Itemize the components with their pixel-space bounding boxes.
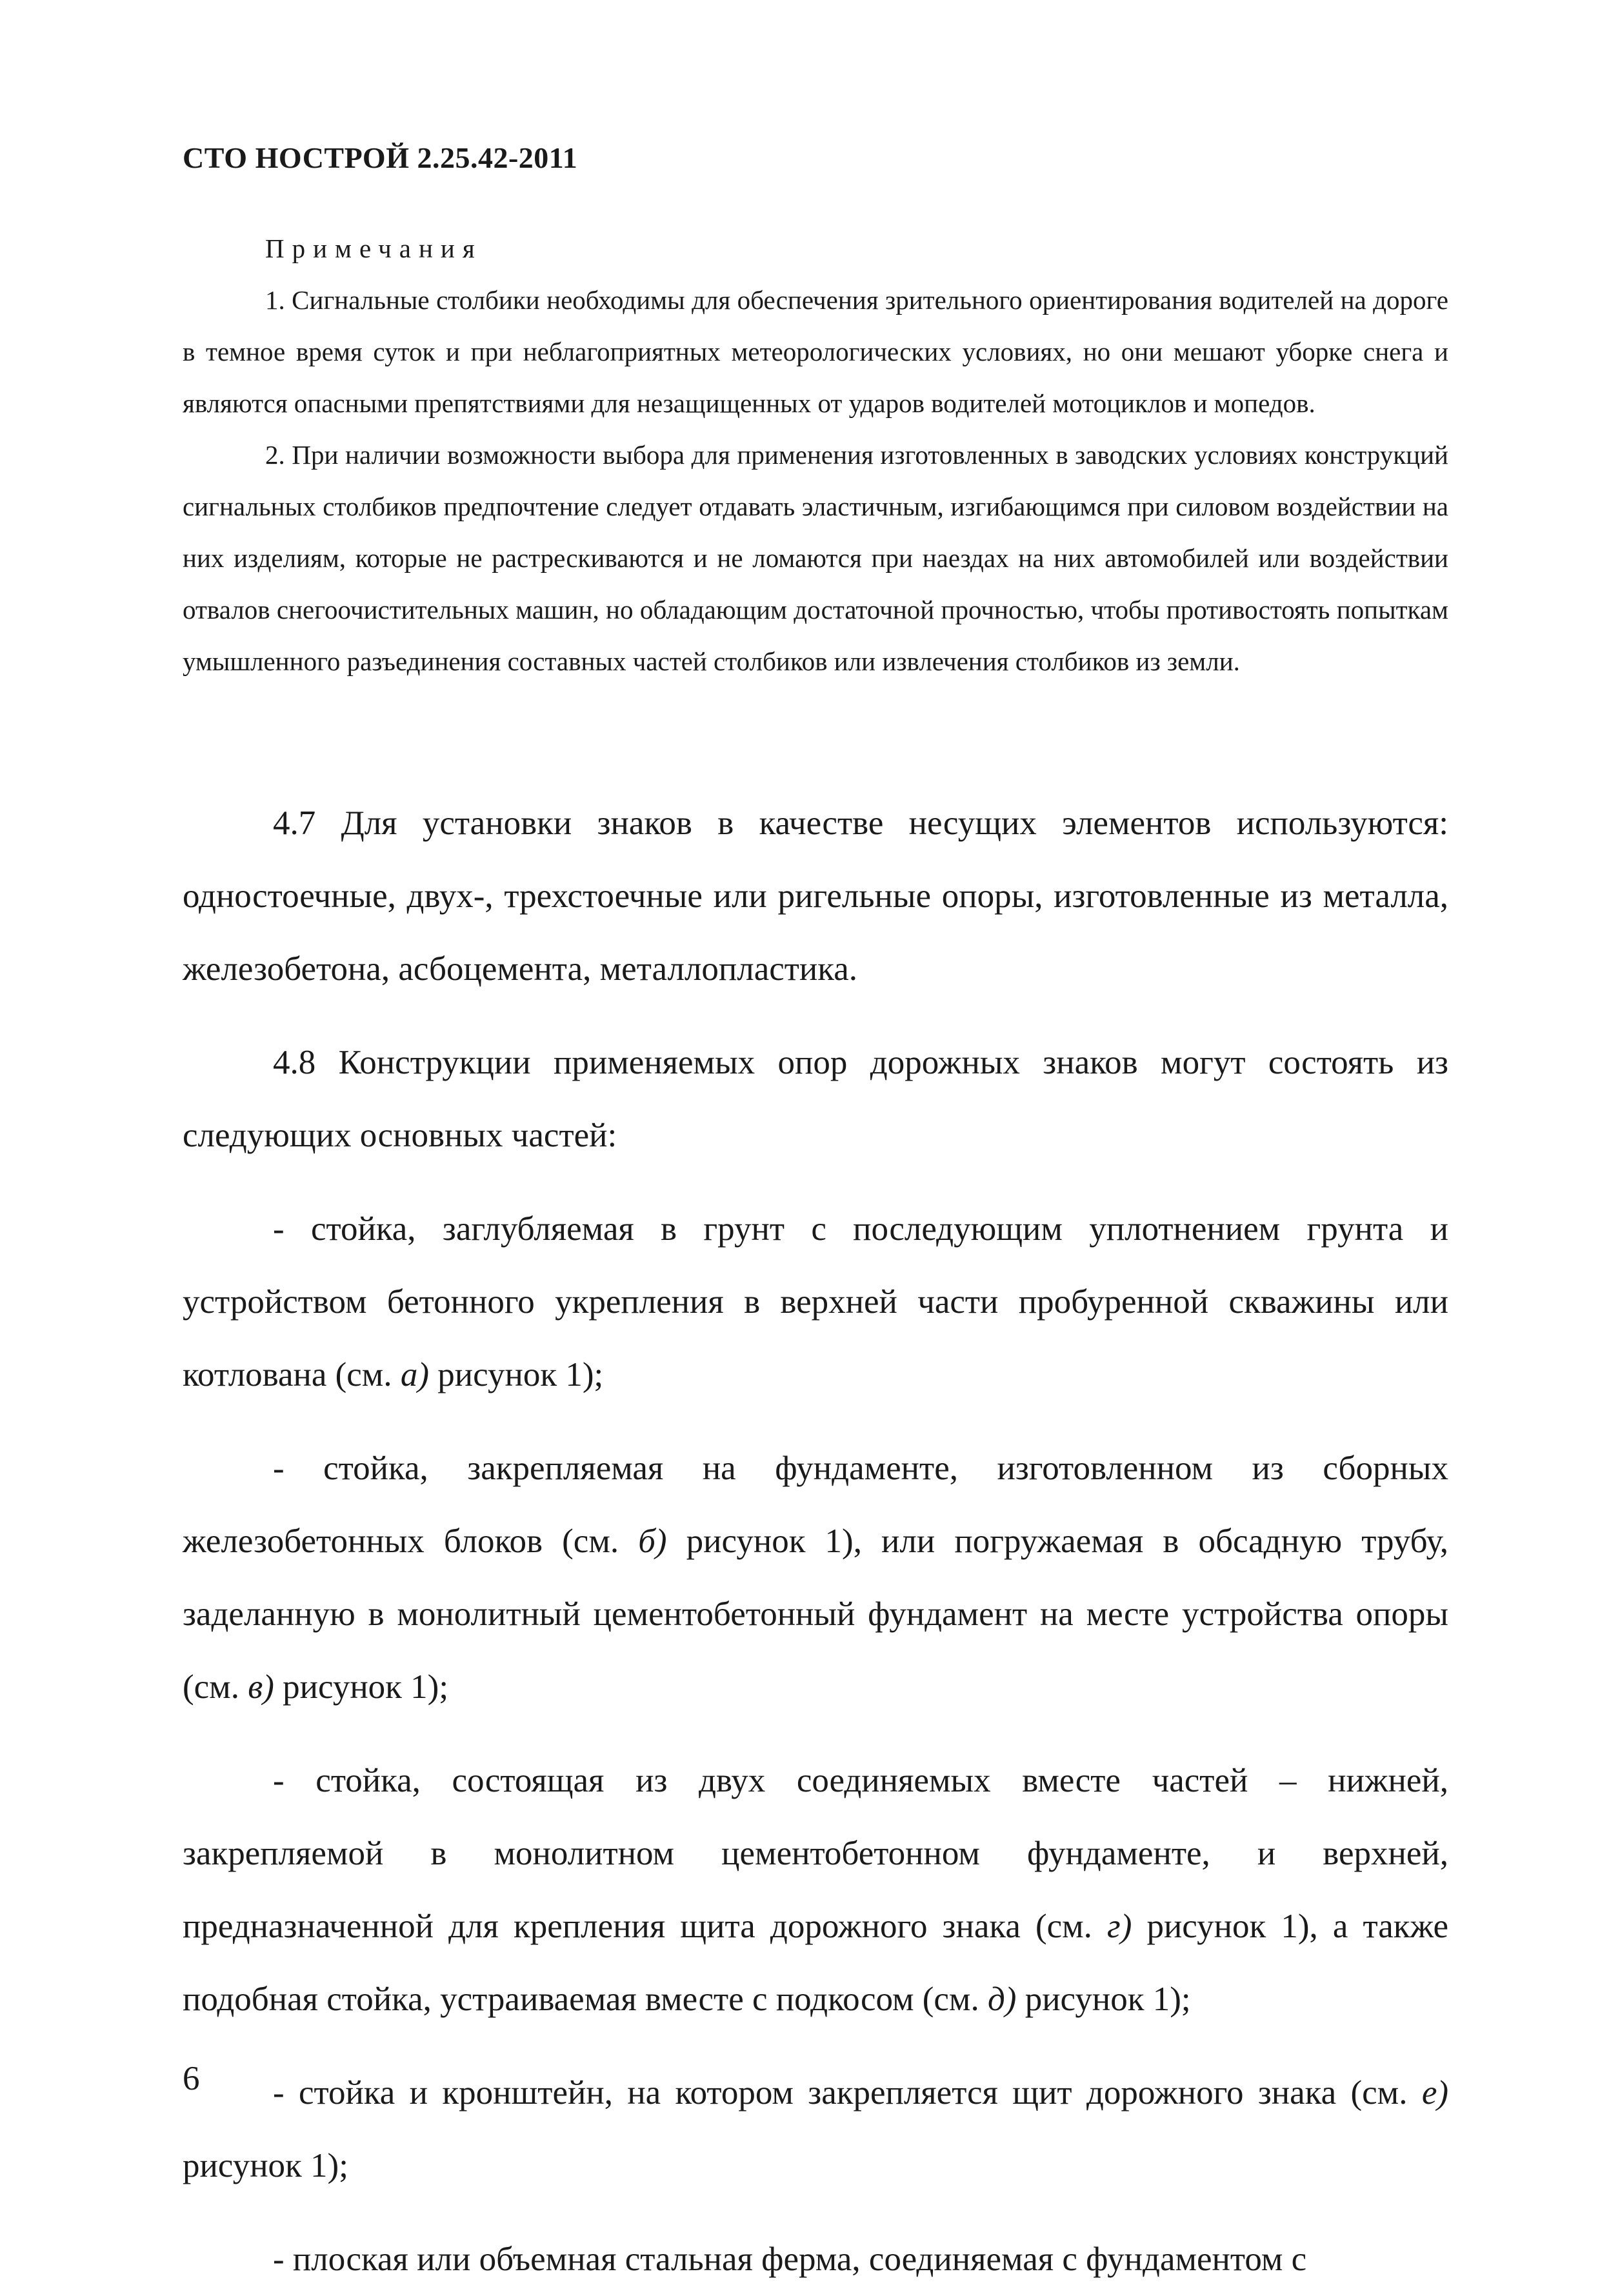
- list-item-2: [183, 1432, 1448, 1724]
- standard-code-header: СТО НОСТРОЙ 2.25.42-2011: [183, 141, 578, 174]
- page-number: 6: [183, 2060, 200, 2097]
- list-item-1-text: - стойка, заглубляемая в грунт с последующим уплотнением грунта и устройством бетонного укрепления в верхней части пробуренной скважины или котлована (см.: [183, 1210, 1448, 1393]
- list-item-3-text: - стойка, состоящая из двух соединяемых вместе частей – нижней, закрепляемой в монолитном цементобетонном фундаменте, и верхней, предназначенной для крепления щита дорожного знака (см.: [183, 1762, 1448, 1945]
- figure-ref-e: е): [1421, 2074, 1448, 2111]
- figure-ref-v: в): [248, 1668, 274, 1706]
- figure-ref-g: г): [1107, 1908, 1132, 1945]
- list-item-4: [183, 2057, 1448, 2202]
- figure-ref-b: б): [638, 1522, 667, 1560]
- note-item-2: 2. При наличии возможности выбора для применения изготовленных в заводских условиях конструкций сигнальных столбиков предпочтение следует отдавать эластичным, изгибающимся при силовом воздействии на них изделиям, которые не растрескиваются и не ломаются при наездах на них автомобилей или воздействии отвалов снегоочистительных машин, но обладающим достаточной прочностью, чтобы противостоять попыткам умышленного разъединения составных частей столбиков или извлечения столбиков из земли.: [183, 440, 1448, 676]
- note-item-1: 1. Сигнальные столбики необходимы для обеспечения зрительного ориентирования водителей на дороге в темное время суток и при неблагоприятных метеорологических условиях, но они мешают уборке снега и являются опасными препятствиями для незащищенных от ударов водителей мотоциклов и мопедов.: [183, 285, 1448, 418]
- list-item-1-tail: рисунок 1);: [429, 1356, 604, 1393]
- list-item-3: [183, 1744, 1448, 2036]
- list-item-3-tail: рисунок 1);: [1016, 1981, 1191, 2018]
- list-item-3-middle: рисунок 1), а также подобная стойка, устраиваемая вместе с подкосом (см.: [183, 1908, 1448, 2018]
- figure-ref-d: д): [987, 1981, 1017, 2018]
- list-item-1: [183, 1193, 1448, 1412]
- main-text-section: [183, 787, 1448, 2296]
- figure-ref-a: а): [400, 1356, 430, 1393]
- list-item-2-middle: рисунок 1), или погружаемая в обсадную трубу, заделанную в монолитный цементобетонный фундамент на месте устройства опоры (см.: [183, 1522, 1448, 1706]
- list-item-4-tail: рисунок 1);: [183, 2147, 348, 2184]
- list-item-5: - плоская или объемная стальная ферма, соединяемая с фундаментом с: [273, 2241, 1307, 2278]
- list-item-4-text: - стойка и кронштейн, на котором закрепляется щит дорожного знака (см.: [273, 2074, 1422, 2111]
- paragraph-4-8: 4.8 Конструкции применяемых опор дорожных знаков могут состоять из следующих основных частей:: [183, 1044, 1448, 1154]
- notes-title: Примечания: [265, 234, 483, 263]
- list-item-2-text: - стойка, закрепляемая на фундаменте, изготовленном из сборных железобетонных блоков (см.: [183, 1450, 1448, 1560]
- list-item-2-tail: рисунок 1);: [274, 1668, 449, 1706]
- notes-section: [183, 223, 1448, 687]
- paragraph-4-7: 4.7 Для установки знаков в качестве несущих элементов используются: одностоечные, двух-, трехстоечные или ригельные опоры, изготовленные из металла, железобетона, асбоцемента, металлопластика.: [183, 804, 1448, 988]
